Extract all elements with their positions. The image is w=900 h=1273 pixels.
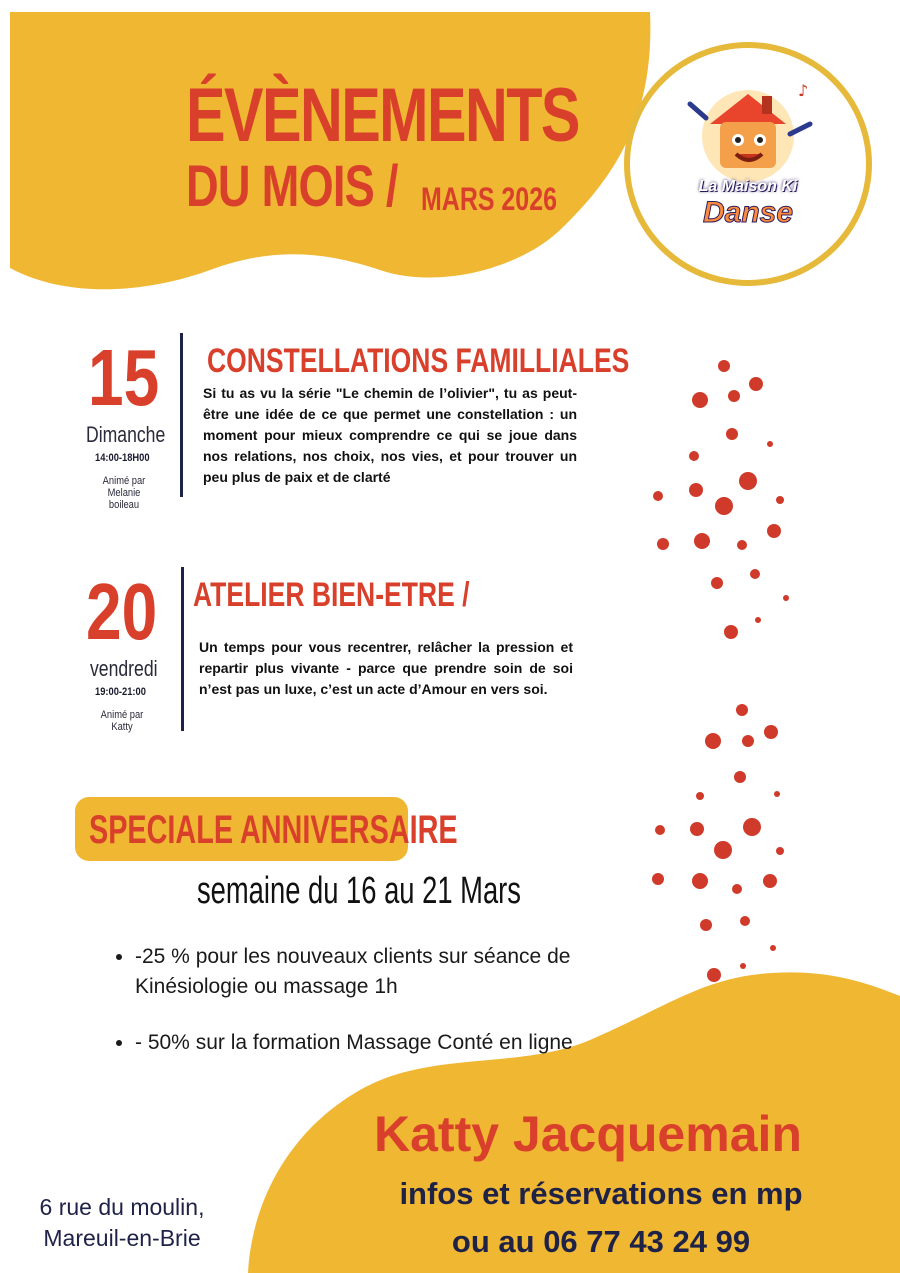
decorative-dot xyxy=(783,595,789,601)
decorative-dot xyxy=(689,483,703,497)
decorative-dot xyxy=(652,873,664,885)
event-day-number: 20 xyxy=(86,567,158,656)
decorative-dot xyxy=(711,577,723,589)
address-city: Mareuil-en-Brie xyxy=(43,1225,201,1251)
decorative-dot xyxy=(728,390,740,402)
svg-text:♪: ♪ xyxy=(798,81,809,100)
decorative-dot xyxy=(755,617,761,623)
decorative-dot xyxy=(776,847,784,855)
decorative-dot xyxy=(653,491,663,501)
decorative-dot xyxy=(740,916,750,926)
list-item: • -25 % pour les nouveaux clients sur séance de Kinésiologie ou massage 1h xyxy=(135,942,635,1002)
divider xyxy=(180,333,183,497)
decorative-dot xyxy=(767,524,781,538)
decorative-dot xyxy=(724,625,738,639)
decorative-dot xyxy=(774,791,780,797)
decorative-dot xyxy=(694,533,710,549)
decorative-dot xyxy=(655,825,665,835)
contact-info: infos et réservations en mp xyxy=(399,1176,803,1211)
special-label: SPECIALE ANNIVERSAIRE xyxy=(89,808,458,852)
page-title: ÉVÈNEMENTS xyxy=(186,73,579,158)
animator-name-last: boileau xyxy=(108,499,140,511)
decorative-dot xyxy=(692,392,708,408)
decorative-dot xyxy=(700,919,712,931)
red-dot-pattern xyxy=(652,360,789,982)
contact-name: Katty Jacquemain xyxy=(374,1106,802,1162)
page-subtitle: DU MOIS / xyxy=(186,154,398,219)
event-weekday: Dimanche xyxy=(86,422,166,447)
offer-list xyxy=(110,942,635,1084)
decorative-dot xyxy=(696,792,704,800)
decorative-dot xyxy=(714,841,732,859)
event-title: ATELIER BIEN-ETRE / xyxy=(193,576,470,614)
contact-phone: ou au 06 77 43 24 99 xyxy=(451,1224,751,1259)
divider xyxy=(181,567,184,731)
animator-label: Animé par xyxy=(100,709,144,721)
decorative-dot xyxy=(657,538,669,550)
event-description xyxy=(203,383,577,488)
decorative-dot xyxy=(736,704,748,716)
decorative-dot xyxy=(742,735,754,747)
special-week: semaine du 16 au 21 Mars xyxy=(197,870,521,912)
month-label: MARS 2026 xyxy=(421,181,557,217)
event-hours: 14:00-18H00 xyxy=(95,452,150,464)
list-item: • - 50% sur la formation Massage Conté en ligne xyxy=(135,1028,635,1058)
decorative-dot xyxy=(726,428,738,440)
decorative-dot xyxy=(707,968,721,982)
animator-label: Animé par xyxy=(102,475,146,487)
logo-text: La Maison Ki xyxy=(698,178,798,195)
logo-text-script: Danse xyxy=(702,196,794,229)
decorative-dot xyxy=(690,822,704,836)
decorative-dot xyxy=(740,963,746,969)
event-title: CONSTELLATIONS FAMILLIALES xyxy=(207,342,630,380)
event-description xyxy=(199,637,573,700)
event-animator xyxy=(95,475,153,511)
animator-name-first: Melanie xyxy=(107,487,141,499)
address-street: 6 rue du moulin, xyxy=(39,1194,205,1220)
decorative-dot xyxy=(739,472,757,490)
event-day-number: 15 xyxy=(88,333,160,422)
decorative-dot xyxy=(767,441,773,447)
event-hours: 19:00-21:00 xyxy=(95,686,146,698)
event-weekday: vendredi xyxy=(90,656,158,681)
decorative-dot xyxy=(734,771,746,783)
decorative-dot xyxy=(763,874,777,888)
decorative-dot xyxy=(718,360,730,372)
animator-name: Katty xyxy=(111,721,133,733)
logo xyxy=(630,48,866,280)
decorative-dot xyxy=(737,540,747,550)
decorative-dot xyxy=(705,733,721,749)
special-badge xyxy=(75,797,458,861)
decorative-dot xyxy=(749,377,763,391)
decorative-dot xyxy=(776,496,784,504)
event-description-text: Un temps pour vous recentrer, relâcher la pression et repartir plus vivante - parce que prendre soin de soi n’est pas un luxe, c’est un acte d’Amour en vers soi. xyxy=(199,639,573,697)
event-description-text: Si tu as vu la série "Le chemin de l’olivier", tu as peut-être une idée de ce que permet une constellation : un moment pour mieux comprendre ce qui se joue dans nos relations, nos choix, nos vies, et pour trouver un peu plus de paix et de clarté xyxy=(203,385,577,485)
decorative-dot xyxy=(770,945,776,951)
decorative-dot xyxy=(715,497,733,515)
decorative-dot xyxy=(732,884,742,894)
decorative-dot xyxy=(692,873,708,889)
decorative-dot xyxy=(743,818,761,836)
decorative-dot xyxy=(750,569,760,579)
dancing-house-icon xyxy=(670,74,826,184)
decorative-dot xyxy=(689,451,699,461)
decorative-dot xyxy=(764,725,778,739)
address xyxy=(12,1192,232,1254)
event-animator xyxy=(93,709,151,733)
